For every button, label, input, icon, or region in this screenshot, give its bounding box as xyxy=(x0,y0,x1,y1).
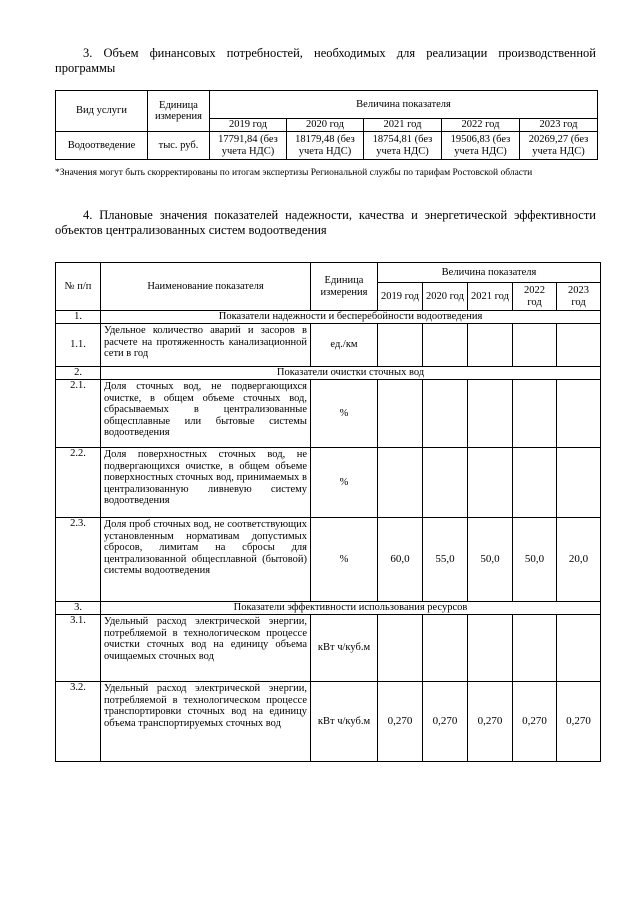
value-cell xyxy=(423,324,468,367)
value-cell xyxy=(513,324,557,367)
table-row xyxy=(56,518,601,602)
row-num: 1.1. xyxy=(56,324,101,367)
year-header: 2022 год xyxy=(513,283,557,311)
indicator-unit: кВт ч/куб.м xyxy=(311,615,378,682)
indicator-unit: % xyxy=(311,518,378,602)
value-cell: 50,0 xyxy=(468,518,513,602)
year-header: 2020 год xyxy=(423,283,468,311)
indicator-unit: % xyxy=(311,380,378,448)
row-num: 2. xyxy=(56,367,101,380)
value-cell: 0,270 xyxy=(378,682,423,762)
section-4-heading: 4. Плановые значения показателей надежности, качества и энергетической эффективности объектов централизованных систем водоотведения xyxy=(55,208,596,237)
section-title: Показатели очистки сточных вод xyxy=(101,367,601,380)
row-num: 3. xyxy=(56,602,101,615)
table-row xyxy=(56,448,601,518)
row-num: 3.1. xyxy=(56,615,101,682)
financial-needs-table xyxy=(55,90,598,160)
indicator-name: Удельное количество аварий и засоров в расчете на протяженность канализационной сети в год xyxy=(101,324,311,367)
year-header: 2019 год xyxy=(210,119,287,132)
footnote: *Значения могут быть скорректированы по итогам экспертизы Региональной службы по тарифам Ростовской области xyxy=(55,168,533,178)
value-cell xyxy=(423,380,468,448)
value-cell: 60,0 xyxy=(378,518,423,602)
table-row xyxy=(56,615,601,682)
service-name: Водоотведение xyxy=(56,132,148,160)
section-row xyxy=(56,311,601,324)
header-unit: Единица измерения xyxy=(148,91,210,132)
value-cell: 0,270 xyxy=(423,682,468,762)
header-value: Величина показателя xyxy=(378,263,601,283)
value-cell xyxy=(378,324,423,367)
value-cell: 0,270 xyxy=(468,682,513,762)
value-cell: 55,0 xyxy=(423,518,468,602)
indicator-name: Удельный расход электрической энергии, потребляемой в технологическом процессе транспортировки сточных вод на единицу объема транспортируемых сточных вод xyxy=(101,682,311,762)
value-cell xyxy=(468,448,513,518)
indicator-unit: ед./км xyxy=(311,324,378,367)
value-cell xyxy=(557,324,601,367)
service-unit: тыс. руб. xyxy=(148,132,210,160)
header-service: Вид услуги xyxy=(56,91,148,132)
value-cell: 18754,81 (без учета НДС) xyxy=(364,132,442,160)
year-header: 2023 год xyxy=(557,283,601,311)
value-cell: 0,270 xyxy=(557,682,601,762)
year-header: 2022 год xyxy=(442,119,520,132)
year-header: 2021 год xyxy=(468,283,513,311)
row-num: 2.2. xyxy=(56,448,101,518)
row-num: 3.2. xyxy=(56,682,101,762)
value-cell xyxy=(557,380,601,448)
indicator-unit: кВт ч/куб.м xyxy=(311,682,378,762)
year-header: 2020 год xyxy=(287,119,364,132)
value-cell xyxy=(423,448,468,518)
section-title: Показатели эффективности использования ресурсов xyxy=(101,602,601,615)
section-title: Показатели надежности и бесперебойности водоотведения xyxy=(101,311,601,324)
row-num: 2.3. xyxy=(56,518,101,602)
value-cell xyxy=(557,615,601,682)
year-header: 2021 год xyxy=(364,119,442,132)
table-row xyxy=(56,324,601,367)
value-cell xyxy=(378,615,423,682)
table-row xyxy=(56,682,601,762)
section-row xyxy=(56,602,601,615)
value-cell xyxy=(513,380,557,448)
section-3-heading: 3. Объем финансовых потребностей, необходимых для реализации производственной программы xyxy=(55,46,596,75)
indicator-name: Доля сточных вод, не подвергающихся очистке, в общем объеме сточных вод, сбрасываемых в централизованные общесплавные или бытовые системы водоотведения xyxy=(101,380,311,448)
value-cell: 19506,83 (без учета НДС) xyxy=(442,132,520,160)
table-row xyxy=(56,380,601,448)
indicator-unit: % xyxy=(311,448,378,518)
year-header: 2019 год xyxy=(378,283,423,311)
value-cell: 17791,84 (без учета НДС) xyxy=(210,132,287,160)
value-cell xyxy=(513,615,557,682)
indicator-name: Доля проб сточных вод, не соответствующих установленным нормативам допустимых сбросов, лимитам на сбросы для централизованной общесплавной (бытовой) системы водоотведения xyxy=(101,518,311,602)
value-cell xyxy=(378,448,423,518)
value-cell: 50,0 xyxy=(513,518,557,602)
value-cell xyxy=(468,615,513,682)
value-cell: 0,270 xyxy=(513,682,557,762)
value-cell xyxy=(378,380,423,448)
section-row xyxy=(56,367,601,380)
header-value: Величина показателя xyxy=(210,91,598,119)
row-num: 2.1. xyxy=(56,380,101,448)
header-num: № п/п xyxy=(56,263,101,311)
value-cell: 18179,48 (без учета НДС) xyxy=(287,132,364,160)
value-cell xyxy=(468,324,513,367)
value-cell: 20269,27 (без учета НДС) xyxy=(520,132,598,160)
row-num: 1. xyxy=(56,311,101,324)
value-cell xyxy=(468,380,513,448)
indicator-name: Доля поверхностных сточных вод, не подвергающихся очистке, в общем объеме поверхностных сточных вод, принимаемых в централизованную ливневую систему водоотведения xyxy=(101,448,311,518)
value-cell xyxy=(557,448,601,518)
header-unit: Единица измерения xyxy=(311,263,378,311)
header-name: Наименование показателя xyxy=(101,263,311,311)
indicators-table xyxy=(55,262,601,762)
year-header: 2023 год xyxy=(520,119,598,132)
indicator-name: Удельный расход электрической энергии, потребляемой в технологическом процессе очистки сточных вод на единицу объема очищаемых сточных вод xyxy=(101,615,311,682)
value-cell: 20,0 xyxy=(557,518,601,602)
value-cell xyxy=(513,448,557,518)
value-cell xyxy=(423,615,468,682)
